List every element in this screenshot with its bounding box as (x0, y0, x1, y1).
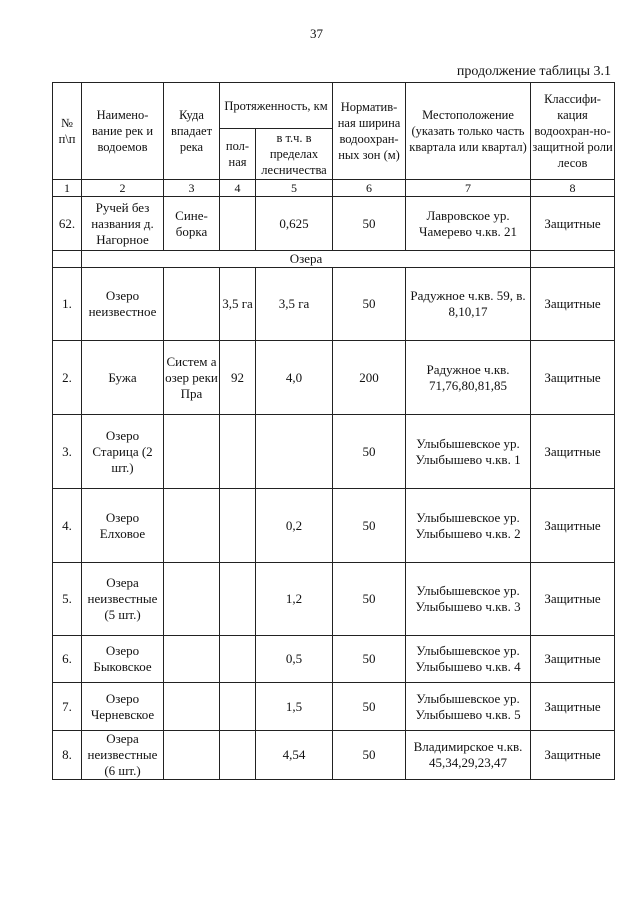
classification: Защитные (531, 197, 615, 251)
location: Лавровское ур. Чамерево ч.кв. 21 (406, 197, 531, 251)
water-body-name: Озеро неизвестное (82, 268, 164, 341)
protection-width: 50 (333, 489, 406, 563)
row-number: 8. (53, 731, 82, 780)
header-classification: Классифи-кация водоохран-но-защитной роли лесов (531, 83, 615, 180)
row-number: 62. (53, 197, 82, 251)
column-number: 4 (220, 180, 256, 197)
water-body-name: Бужа (82, 341, 164, 415)
length-total (220, 563, 256, 636)
row-number: 7. (53, 683, 82, 731)
column-number: 7 (406, 180, 531, 197)
water-body-name: Озеро Быковское (82, 636, 164, 683)
table-row (53, 341, 615, 415)
row-number: 6. (53, 636, 82, 683)
length-within: 0,2 (256, 489, 333, 563)
row-number: 4. (53, 489, 82, 563)
classification: Защитные (531, 415, 615, 489)
location: Улыбышевское ур. Улыбышево ч.кв. 1 (406, 415, 531, 489)
location: Улыбышевское ур. Улыбышево ч.кв. 5 (406, 683, 531, 731)
protection-width: 200 (333, 341, 406, 415)
column-number: 8 (531, 180, 615, 197)
location: Улыбышевское ур. Улыбышево ч.кв. 3 (406, 563, 531, 636)
water-body-name: Ручей без названия д. Нагорное (82, 197, 164, 251)
length-total (220, 636, 256, 683)
table-row (53, 683, 615, 731)
protection-width: 50 (333, 683, 406, 731)
location: Владимирское ч.кв. 45,34,29,23,47 (406, 731, 531, 780)
table-row (53, 268, 615, 341)
flows-into: Систем а озер реки Пра (164, 341, 220, 415)
column-number: 6 (333, 180, 406, 197)
water-body-name: Озеро Старица (2 шт.) (82, 415, 164, 489)
length-within: 3,5 га (256, 268, 333, 341)
column-number: 2 (82, 180, 164, 197)
header-flows-into: Куда впадает река (164, 83, 220, 180)
flows-into (164, 731, 220, 780)
header-protection-width: Норматив-ная ширина водоохран-ных зон (м) (333, 83, 406, 180)
water-body-name: Озера неизвестные (6 шт.) (82, 731, 164, 780)
classification: Защитные (531, 268, 615, 341)
classification: Защитные (531, 563, 615, 636)
table-row (53, 563, 615, 636)
table-row (53, 731, 615, 780)
flows-into (164, 415, 220, 489)
protection-width: 50 (333, 636, 406, 683)
table-row (53, 197, 615, 251)
length-within (256, 415, 333, 489)
row-number: 1. (53, 268, 82, 341)
protection-width: 50 (333, 197, 406, 251)
length-within: 0,625 (256, 197, 333, 251)
location: Радужное ч.кв. 71,76,80,81,85 (406, 341, 531, 415)
length-within: 4,0 (256, 341, 333, 415)
protection-width: 50 (333, 268, 406, 341)
row-number: 5. (53, 563, 82, 636)
classification: Защитные (531, 341, 615, 415)
header-length-total: пол-ная (220, 129, 256, 180)
protection-width: 50 (333, 731, 406, 780)
length-total (220, 731, 256, 780)
location: Радужное ч.кв. 59, в. 8,10,17 (406, 268, 531, 341)
classification: Защитные (531, 636, 615, 683)
flows-into (164, 268, 220, 341)
length-within: 0,5 (256, 636, 333, 683)
row-number: 3. (53, 415, 82, 489)
column-number: 3 (164, 180, 220, 197)
section-row (53, 251, 615, 268)
classification: Защитные (531, 489, 615, 563)
water-body-name: Озеро Черневское (82, 683, 164, 731)
water-body-name: Озеро Елховое (82, 489, 164, 563)
column-number: 5 (256, 180, 333, 197)
flows-into: Сине-борка (164, 197, 220, 251)
flows-into (164, 489, 220, 563)
classification: Защитные (531, 731, 615, 780)
location: Улыбышевское ур. Улыбышево ч.кв. 2 (406, 489, 531, 563)
flows-into (164, 563, 220, 636)
length-total (220, 197, 256, 251)
length-total: 92 (220, 341, 256, 415)
header-length-within: в т.ч. в пределах лесничества (256, 129, 333, 180)
row-number: 2. (53, 341, 82, 415)
length-total: 3,5 га (220, 268, 256, 341)
header-location: Местоположение (указать только часть квартала или квартал) (406, 83, 531, 180)
location: Улыбышевское ур. Улыбышево ч.кв. 4 (406, 636, 531, 683)
length-within: 1,2 (256, 563, 333, 636)
table-row (53, 415, 615, 489)
table-continuation-caption: продолжение таблицы 3.1 (456, 64, 611, 79)
water-body-name: Озера неизвестные (5 шт.) (82, 563, 164, 636)
page-number: 37 (310, 26, 323, 41)
table-row (53, 636, 615, 683)
water-bodies-table (52, 82, 615, 780)
protection-width: 50 (333, 563, 406, 636)
table-row (53, 489, 615, 563)
protection-width: 50 (333, 415, 406, 489)
classification: Защитные (531, 683, 615, 731)
length-within: 4,54 (256, 731, 333, 780)
flows-into (164, 636, 220, 683)
flows-into (164, 683, 220, 731)
section-title: Озера (82, 251, 531, 268)
length-within: 1,5 (256, 683, 333, 731)
header-name: Наимено-вание рек и водоемов (82, 83, 164, 180)
length-total (220, 415, 256, 489)
length-total (220, 489, 256, 563)
header-number: № п\п (53, 83, 82, 180)
column-number: 1 (53, 180, 82, 197)
header-length-group: Протяженность, км (220, 83, 333, 129)
length-total (220, 683, 256, 731)
